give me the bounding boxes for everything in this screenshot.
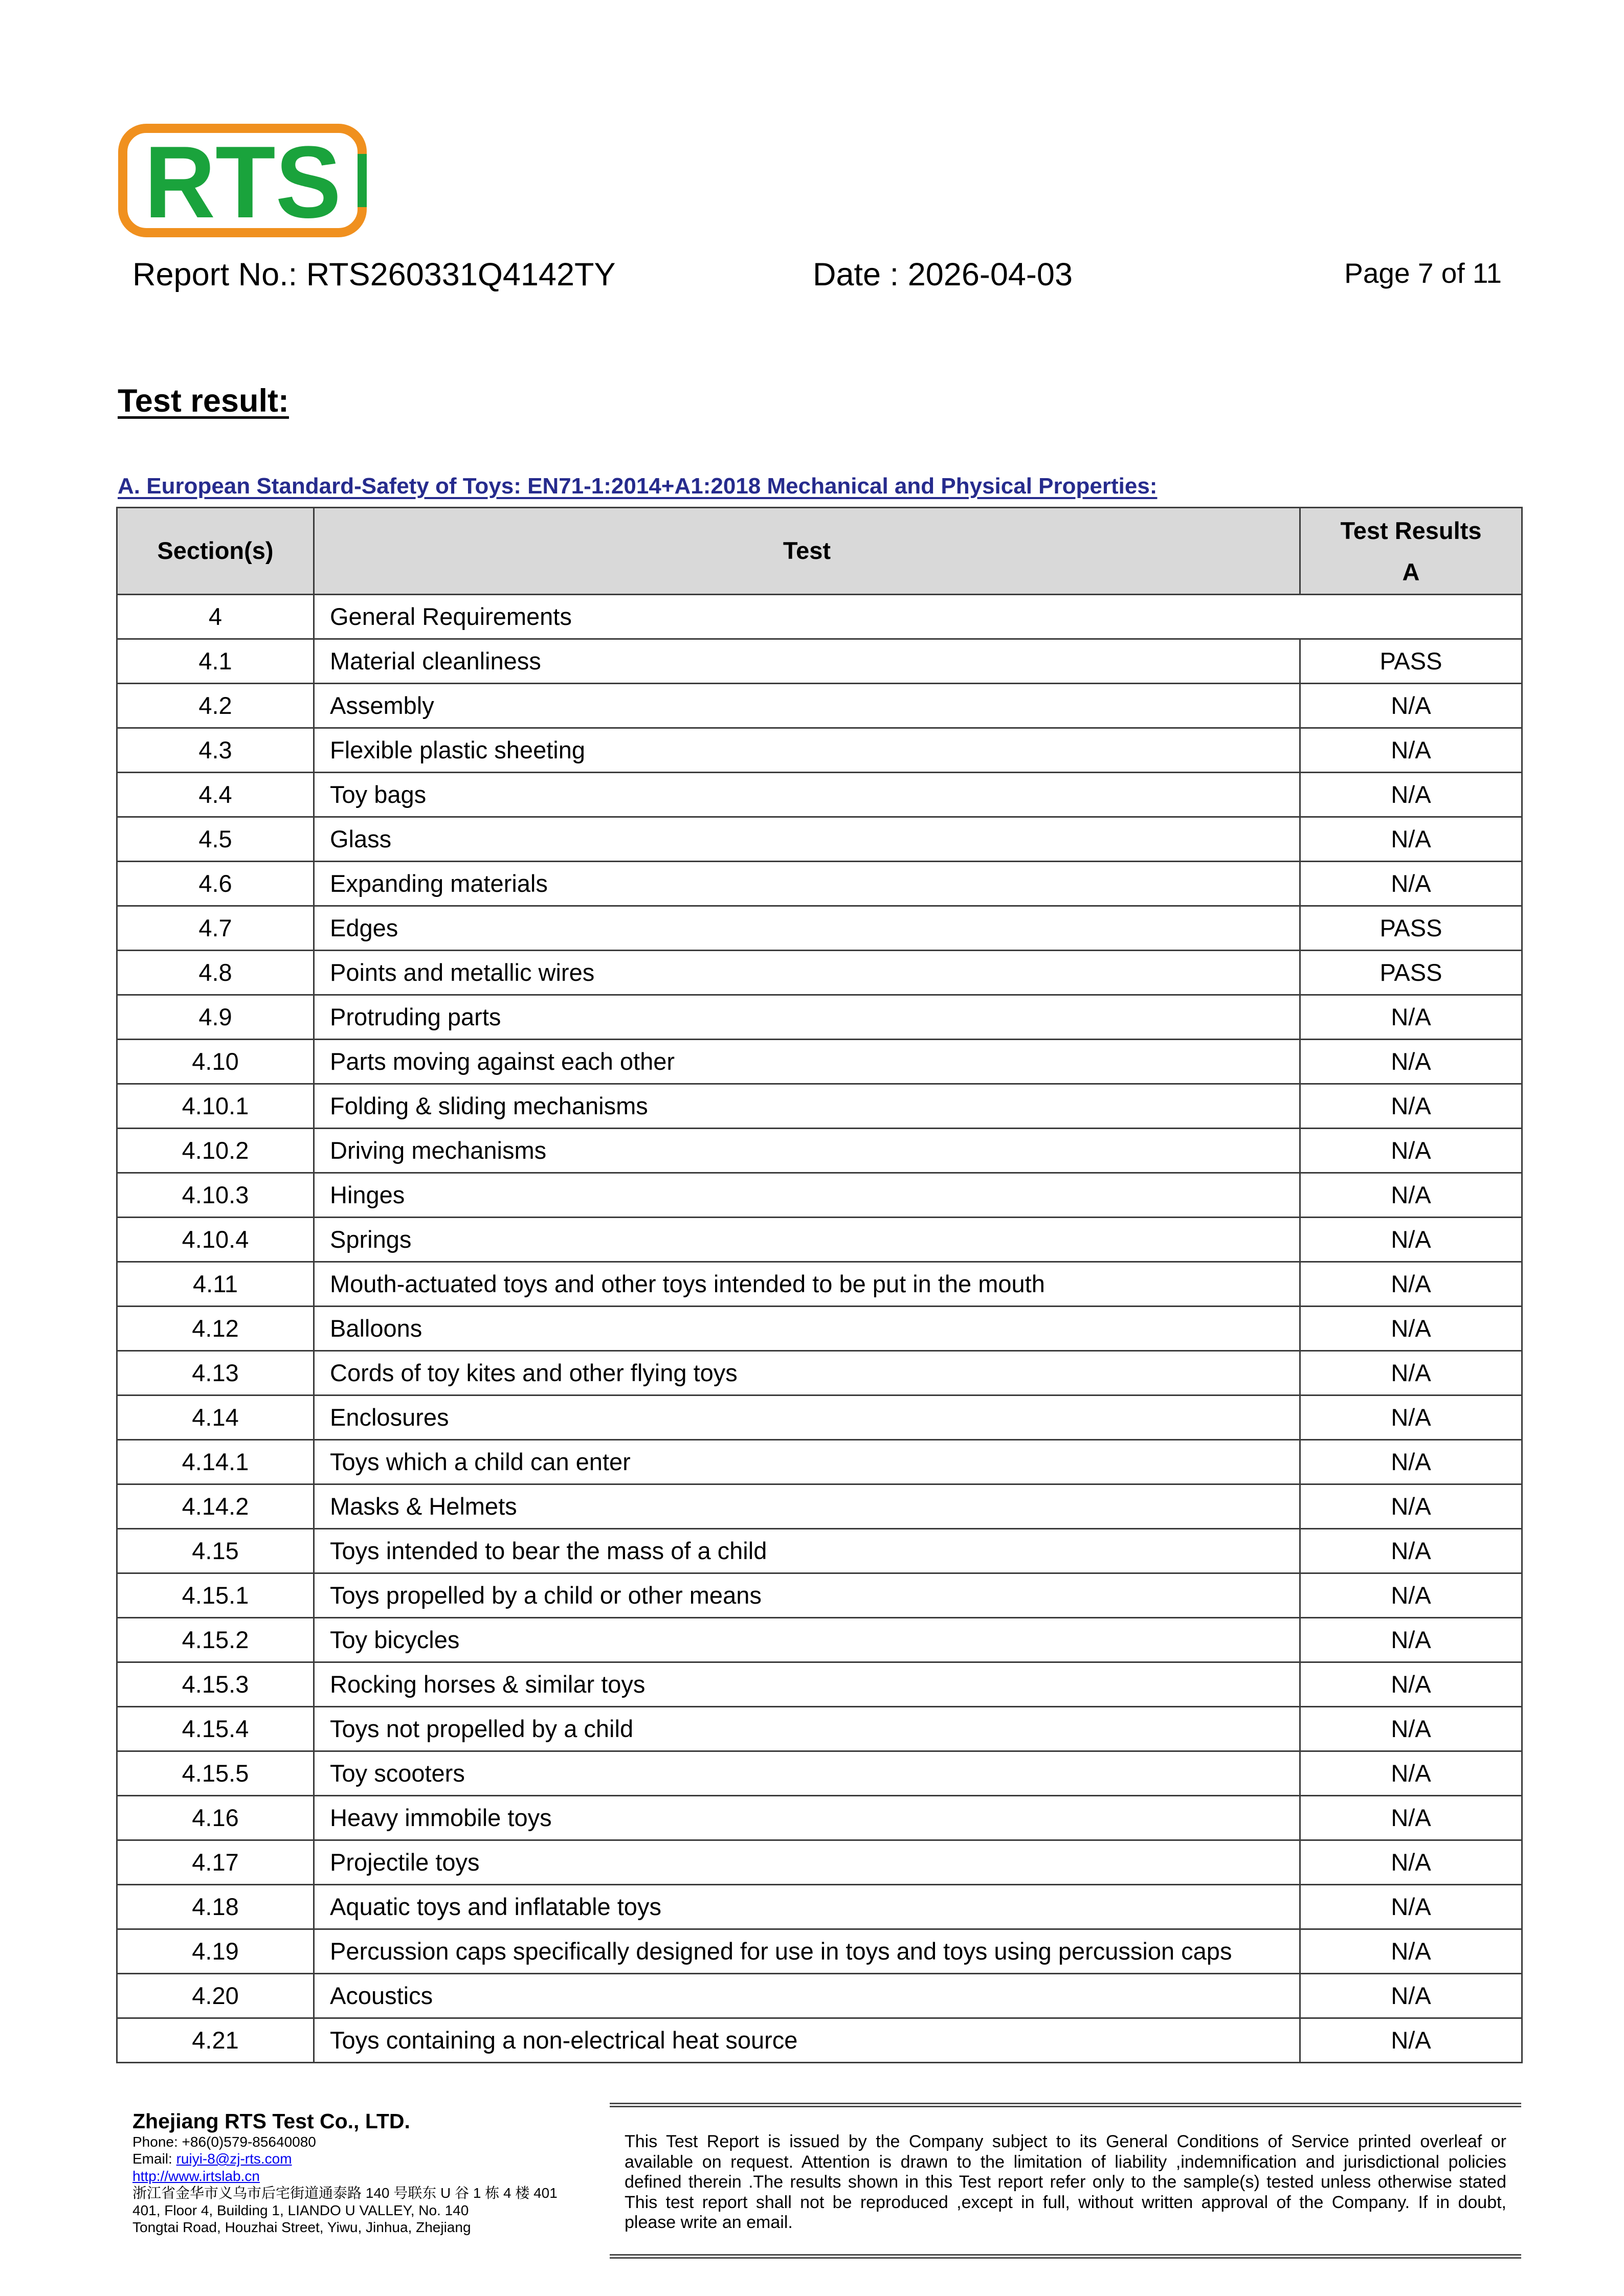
test-cell: Springs [314, 1218, 1300, 1262]
section-cell: 4.14.2 [117, 1484, 314, 1529]
result-cell: N/A [1300, 1751, 1522, 1796]
result-cell: N/A [1300, 773, 1522, 817]
result-cell: N/A [1300, 1173, 1522, 1218]
section-cell: 4.15.4 [117, 1707, 314, 1751]
result-cell: N/A [1300, 1262, 1522, 1307]
report-date-value: 2026-04-03 [907, 257, 1073, 292]
column-header-section: Section(s) [117, 508, 314, 595]
column-header-results-label: Test Results [1340, 516, 1482, 544]
section-cell: 4.7 [117, 906, 314, 951]
section-cell: 4.15 [117, 1529, 314, 1573]
test-cell: Rocking horses & similar toys [314, 1662, 1300, 1707]
result-cell: N/A [1300, 1084, 1522, 1129]
section-cell: 4.21 [117, 2018, 314, 2063]
result-cell: N/A [1300, 684, 1522, 728]
column-header-results [1300, 508, 1522, 595]
result-cell: N/A [1300, 1484, 1522, 1529]
logo-lettering: RTS [144, 125, 341, 238]
table-row [117, 639, 1522, 684]
disclaimer-line: This Test Report is issued by the Company subject to its General Conditions of Service printed overleaf or [625, 2132, 1506, 2151]
section-cell: 4 [117, 595, 314, 639]
test-cell: Glass [314, 817, 1300, 862]
disclaimer-line: available on request. Attention is drawn to the limitation of liability ,indemnification and jurisdictional policies [625, 2152, 1506, 2172]
section-cell: 4.18 [117, 1885, 314, 1929]
table-row [117, 1084, 1522, 1129]
table-row [117, 1395, 1522, 1440]
table-row [117, 817, 1522, 862]
table-row [117, 1529, 1522, 1573]
footer-address-cn: 浙江省金华市义乌市后宅街道通泰路 140 号联东 U 谷 1 栋 4 楼 401 [132, 2185, 558, 2201]
table-row [117, 1929, 1522, 1974]
result-cell: N/A [1300, 1129, 1522, 1173]
test-cell: Toy bicycles [314, 1618, 1300, 1662]
result-cell: N/A [1300, 817, 1522, 862]
footer-address-en-1: 401, Floor 4, Building 1, LIANDO U VALLEY, No. 140 [132, 2202, 469, 2218]
page-title: Test result: [118, 383, 289, 419]
table-row [117, 2018, 1522, 2063]
footer-phone: Phone: +86(0)579-85640080 [132, 2134, 316, 2150]
section-cell: 4.10.1 [117, 1084, 314, 1129]
section-cell: 4.12 [117, 1307, 314, 1351]
result-cell: N/A [1300, 728, 1522, 773]
section-cell: 4.10.3 [117, 1173, 314, 1218]
section-cell: 4.19 [117, 1929, 314, 1974]
test-cell: Aquatic toys and inflatable toys [314, 1885, 1300, 1929]
result-cell: N/A [1300, 1440, 1522, 1484]
result-cell: N/A [1300, 1307, 1522, 1351]
report-date-label: Date : [813, 257, 899, 292]
results-table [116, 507, 1523, 2063]
section-cell: 4.1 [117, 639, 314, 684]
result-cell: N/A [1300, 1040, 1522, 1084]
column-header-sample: A [1402, 558, 1420, 586]
footer-disclaimer [625, 2132, 1506, 2233]
result-cell: N/A [1300, 1796, 1522, 1840]
test-cell: Edges [314, 906, 1300, 951]
table-row [117, 862, 1522, 906]
result-cell: N/A [1300, 1885, 1522, 1929]
table-row [117, 1618, 1522, 1662]
test-cell: Acoustics [314, 1974, 1300, 2018]
section-cell: 4.16 [117, 1796, 314, 1840]
disclaimer-line: This test report shall not be reproduced ,except in full, without written approval of the Company. If in doubt, [625, 2192, 1506, 2212]
page-number: Page 7 of 11 [1344, 257, 1502, 289]
table-row [117, 1662, 1522, 1707]
result-cell: N/A [1300, 2018, 1522, 2063]
result-cell: PASS [1300, 951, 1522, 995]
table-body [117, 595, 1522, 2063]
test-cell: Mouth-actuated toys and other toys intended to be put in the mouth [314, 1262, 1300, 1307]
test-cell: Balloons [314, 1307, 1300, 1351]
table-row [117, 1974, 1522, 2018]
footer-divider-bottom [610, 2254, 1521, 2259]
table-row [117, 773, 1522, 817]
table-row [117, 1173, 1522, 1218]
test-cell: Toys which a child can enter [314, 1440, 1300, 1484]
test-cell: Toys intended to bear the mass of a child [314, 1529, 1300, 1573]
test-cell: Expanding materials [314, 862, 1300, 906]
table-row [117, 728, 1522, 773]
company-logo [118, 123, 367, 238]
table-row [117, 1484, 1522, 1529]
section-cell: 4.9 [117, 995, 314, 1040]
table-row [117, 1307, 1522, 1351]
section-cell: 4.15.2 [117, 1618, 314, 1662]
result-cell: N/A [1300, 1529, 1522, 1573]
footer-email-link[interactable]: ruiyi-8@zj-rts.com [176, 2151, 292, 2167]
test-cell: Points and metallic wires [314, 951, 1300, 995]
result-cell: N/A [1300, 1840, 1522, 1885]
test-cell: Toys not propelled by a child [314, 1707, 1300, 1751]
table-row [117, 951, 1522, 995]
result-cell: N/A [1300, 1218, 1522, 1262]
test-cell: Heavy immobile toys [314, 1796, 1300, 1840]
test-cell: Assembly [314, 684, 1300, 728]
table-row [117, 1040, 1522, 1084]
result-cell: N/A [1300, 1974, 1522, 2018]
table-header-row [117, 508, 1522, 595]
section-cell: 4.5 [117, 817, 314, 862]
table-group-row [117, 595, 1522, 639]
report-date [813, 256, 1073, 294]
footer-email-label: Email: [132, 2151, 176, 2167]
test-cell: Toy bags [314, 773, 1300, 817]
section-heading: A. European Standard-Safety of Toys: EN71-1:2014+A1:2018 Mechanical and Physical Properties: [118, 474, 1158, 499]
footer-address-en-2: Tongtai Road, Houzhai Street, Yiwu, Jinhua, Zhejiang [132, 2219, 471, 2236]
table-row [117, 1218, 1522, 1262]
footer-website-link[interactable]: http://www.irtslab.cn [132, 2168, 260, 2184]
table-row [117, 1751, 1522, 1796]
section-cell: 4.6 [117, 862, 314, 906]
result-cell: N/A [1300, 1707, 1522, 1751]
section-cell: 4.2 [117, 684, 314, 728]
table-row [117, 995, 1522, 1040]
result-cell: PASS [1300, 906, 1522, 951]
section-cell: 4.13 [117, 1351, 314, 1395]
test-cell: Protruding parts [314, 995, 1300, 1040]
column-header-test: Test [314, 508, 1300, 595]
test-cell: Flexible plastic sheeting [314, 728, 1300, 773]
result-cell: N/A [1300, 995, 1522, 1040]
footer-company-name: Zhejiang RTS Test Co., LTD. [132, 2109, 410, 2133]
test-cell: Cords of toy kites and other flying toys [314, 1351, 1300, 1395]
result-cell: N/A [1300, 1573, 1522, 1618]
section-cell: 4.20 [117, 1974, 314, 2018]
test-cell: Hinges [314, 1173, 1300, 1218]
test-cell: Driving mechanisms [314, 1129, 1300, 1173]
section-cell: 4.15.3 [117, 1662, 314, 1707]
section-cell: 4.14 [117, 1395, 314, 1440]
disclaimer-line: defined therein .The results shown in this Test report refer only to the sample(s) tested unless otherwise stated [625, 2172, 1506, 2192]
footer-divider-top [610, 2103, 1521, 2107]
table-row [117, 906, 1522, 951]
footer-email-line [132, 2150, 558, 2167]
test-cell: Toys propelled by a child or other means [314, 1573, 1300, 1618]
section-cell: 4.10 [117, 1040, 314, 1084]
result-cell: N/A [1300, 1662, 1522, 1707]
result-cell: N/A [1300, 1351, 1522, 1395]
result-cell: PASS [1300, 639, 1522, 684]
test-cell: Toy scooters [314, 1751, 1300, 1796]
section-cell: 4.10.2 [117, 1129, 314, 1173]
table-row [117, 1351, 1522, 1395]
footer-contact [132, 2133, 558, 2236]
report-number-label: Report No.: [132, 257, 298, 292]
disclaimer-line: please write an email. [625, 2213, 793, 2232]
result-cell: N/A [1300, 862, 1522, 906]
test-cell: Masks & Helmets [314, 1484, 1300, 1529]
test-cell: Folding & sliding mechanisms [314, 1084, 1300, 1129]
section-cell: 4.14.1 [117, 1440, 314, 1484]
section-cell: 4.8 [117, 951, 314, 995]
result-cell: N/A [1300, 1618, 1522, 1662]
table-row [117, 1262, 1522, 1307]
result-cell: N/A [1300, 1395, 1522, 1440]
test-cell: Parts moving against each other [314, 1040, 1300, 1084]
section-cell: 4.11 [117, 1262, 314, 1307]
table-row [117, 1840, 1522, 1885]
test-cell: Enclosures [314, 1395, 1300, 1440]
table-header [117, 508, 1522, 595]
test-cell: Percussion caps specifically designed for use in toys and toys using percussion caps [314, 1929, 1300, 1974]
result-cell: N/A [1300, 1929, 1522, 1974]
table-row [117, 1129, 1522, 1173]
table-row [117, 1885, 1522, 1929]
section-cell: 4.15.5 [117, 1751, 314, 1796]
table-row [117, 1707, 1522, 1751]
section-cell: 4.17 [117, 1840, 314, 1885]
table-row [117, 1440, 1522, 1484]
table-row [117, 1796, 1522, 1840]
section-cell: 4.15.1 [117, 1573, 314, 1618]
section-cell: 4.4 [117, 773, 314, 817]
section-cell: 4.3 [117, 728, 314, 773]
test-cell: Toys containing a non-electrical heat source [314, 2018, 1300, 2063]
test-cell: General Requirements [314, 595, 1522, 639]
report-number-value: RTS260331Q4142TY [306, 257, 616, 292]
section-cell: 4.10.4 [117, 1218, 314, 1262]
table-row [117, 684, 1522, 728]
test-cell: Projectile toys [314, 1840, 1300, 1885]
report-number [132, 256, 616, 294]
table-row [117, 1573, 1522, 1618]
test-cell: Material cleanliness [314, 639, 1300, 684]
